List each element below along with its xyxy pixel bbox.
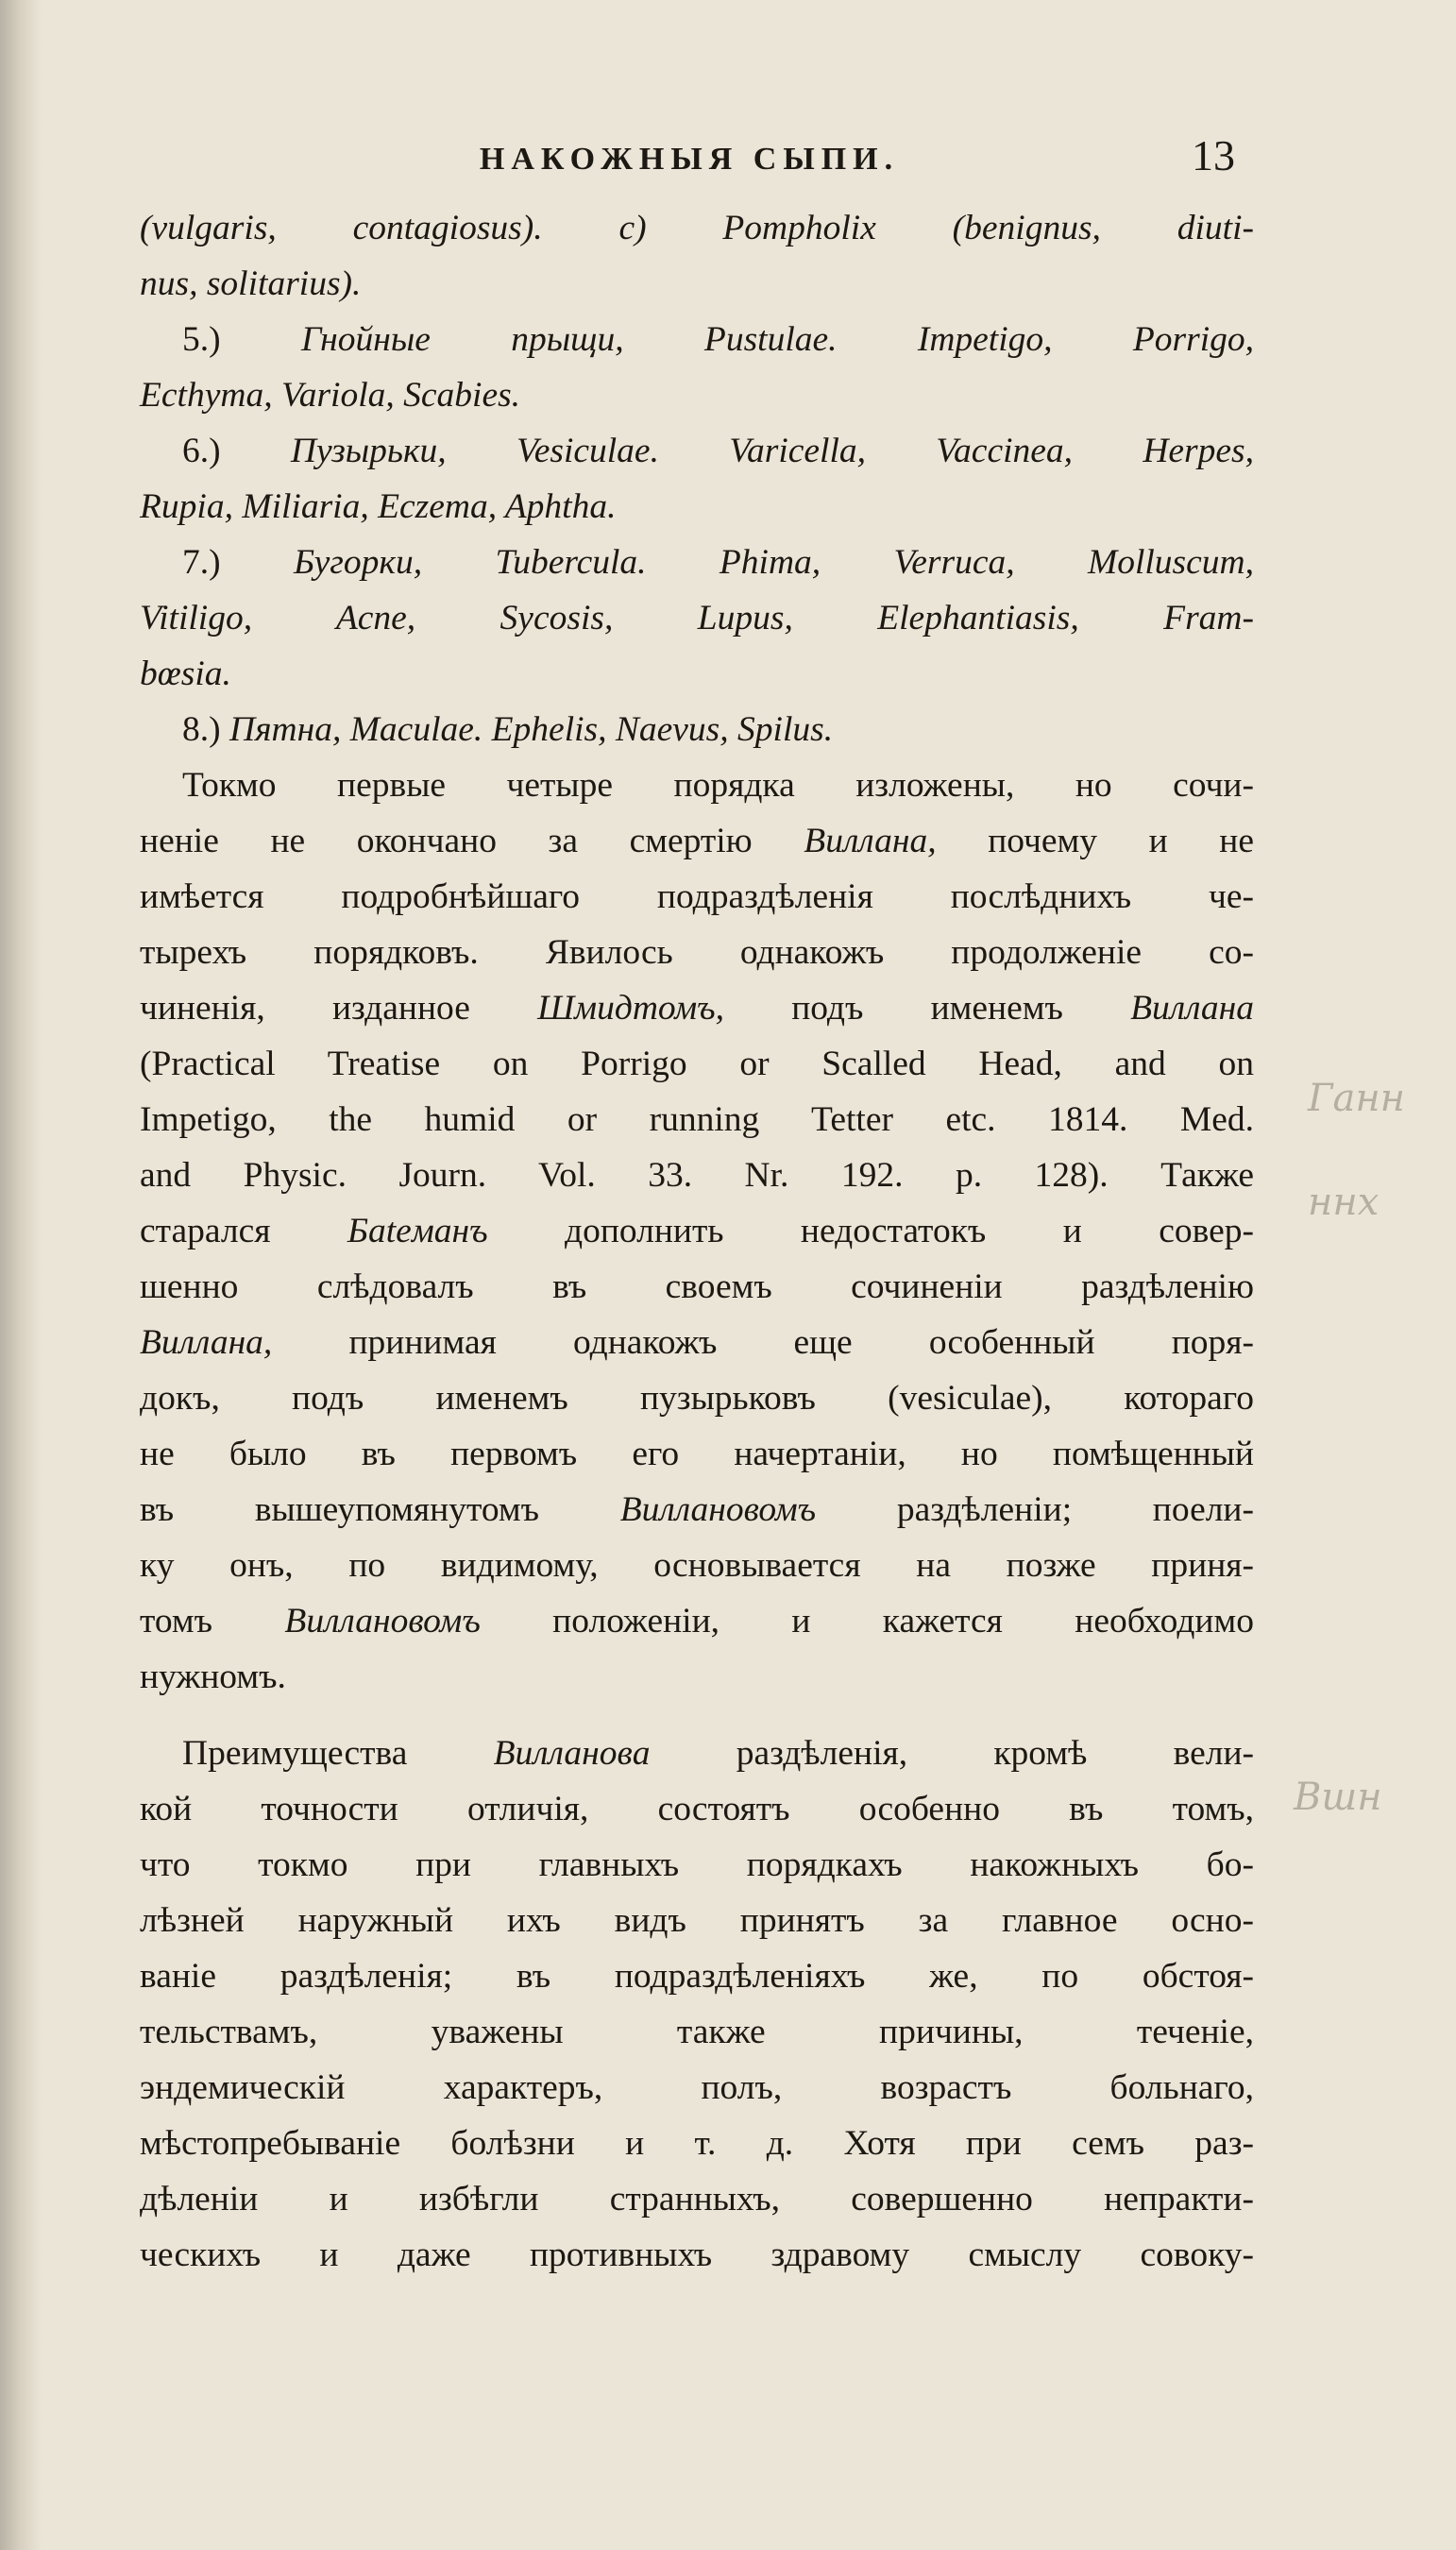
text-run: принимая однакожъ еще особенный поря- (272, 1323, 1254, 1362)
page-edge (0, 0, 42, 2550)
margin-note: ннх (1308, 1181, 1380, 1224)
text-line (140, 1781, 1254, 1837)
margin-note: Ганн (1308, 1077, 1406, 1120)
text-run: эндемическiй характеръ, полъ, возрастъ больнаго, (140, 2068, 1254, 2107)
text-run: ку онъ, по видимому, основывается на позже приня- (140, 1546, 1254, 1585)
text-run: подъ именемъ (724, 989, 1131, 1028)
page-number: 13 (1192, 131, 1235, 179)
text-run: тельствамъ, уважены также причины, теченiе, (140, 2013, 1254, 2051)
text-run: раздѣленiи; поели- (816, 1490, 1254, 1529)
text-line (140, 1370, 1254, 1426)
text-line (140, 312, 1254, 367)
text-line (140, 1426, 1254, 1482)
text-run: дѣленiи и избѣгли странныхъ, совершенно непракти- (140, 2180, 1254, 2218)
text-run: and Physic. Journ. Vol. 33. Nr. 192. p. 128). Также (140, 1156, 1254, 1195)
text-line (140, 2004, 1254, 2060)
text-line (140, 479, 1254, 535)
text-run: 6.) (182, 432, 291, 470)
text-run: положенiи, и кажется необходимо (480, 1602, 1254, 1640)
text-line (140, 2060, 1254, 2116)
italic-run: Rupia, Miliaria, Eczema, Aphtha. (140, 487, 617, 526)
italic-run: Виллановомъ (284, 1602, 481, 1640)
text-run: раздѣленiя, кромѣ вели- (650, 1734, 1255, 1773)
text-line (140, 1259, 1254, 1315)
text-run: что токмо при главныхъ порядкахъ накожныхъ бо- (140, 1845, 1254, 1884)
text-run: Токмо первые четыре порядка изложены, но сочи- (182, 766, 1254, 805)
italic-run: Бугорки, Tubercula. Phima, Verruca, Molluscum, (293, 543, 1254, 582)
italic-run: Шмидтомъ, (537, 989, 724, 1028)
italic-run: Пузырьки, Vesiculae. Varicella, Vaccinea, Herpes, (290, 432, 1254, 470)
text-run: Преимущества (182, 1734, 494, 1773)
text-run: 7.) (182, 543, 294, 582)
text-run: 8.) (182, 710, 229, 749)
italic-run: Виллана, (140, 1323, 273, 1362)
italic-run: Ecthyma, Variola, Scabies. (140, 376, 521, 415)
text-line (140, 256, 1254, 312)
text-line (140, 1837, 1254, 1893)
text-line (140, 200, 1254, 256)
text-line (140, 1538, 1254, 1593)
italic-run: Vitiligo, Acne, Sycosis, Lupus, Elephantiasis, Fram- (140, 599, 1254, 638)
text-line (140, 1593, 1254, 1649)
text-line (140, 1148, 1254, 1203)
text-line (140, 367, 1254, 423)
italic-run: bœsia. (140, 654, 231, 693)
body-text (140, 200, 1254, 2283)
text-run: томъ (140, 1602, 285, 1640)
text-run: лѣзней наружный ихъ видъ принятъ за главное осно- (140, 1901, 1254, 1940)
text-run: (Practical Treatise on Porrigo or Scalled Head, and on (140, 1045, 1254, 1083)
text-run: ческихъ и даже противныхъ здравому смыслу совоку- (140, 2236, 1254, 2274)
italic-run: Пятна, Maculae. Ephelis, Naevus, Spilus. (229, 710, 834, 749)
text-run: кой точности отличiя, состоятъ особенно въ томъ, (140, 1790, 1254, 1828)
text-line (140, 2227, 1254, 2283)
text-run: чиненiя, изданное (140, 989, 538, 1028)
italic-run: (vulgaris, contagiosus). c) Pompholix (benignus, diuti- (140, 209, 1254, 247)
italic-run: Гнойные прыщи, Pustulae. Impetigo, Porrigo, (300, 320, 1254, 359)
text-run: почему и не (936, 822, 1254, 860)
text-line (140, 646, 1254, 702)
text-run: дополнить недостатокъ и совер- (487, 1212, 1254, 1250)
text-line (140, 925, 1254, 980)
text-run: не было въ первомъ его начертанiи, но помѣщенный (140, 1435, 1254, 1473)
running-head: НАКОЖНЫЯ СЫПИ. (479, 142, 900, 177)
text-run: ненiе не окончано за смертiю (140, 822, 804, 860)
text-run: нужномъ. (140, 1658, 286, 1696)
text-line (140, 1948, 1254, 2004)
text-run: докъ, подъ именемъ пузырьковъ (vesiculae), котораго (140, 1379, 1254, 1418)
text-run: въ вышеупомянутомъ (140, 1490, 620, 1529)
text-line (140, 980, 1254, 1036)
text-line (140, 1726, 1254, 1781)
text-run: тырехъ порядковъ. Явилось однакожъ продолженiе со- (140, 933, 1254, 972)
text-line (140, 590, 1254, 646)
text-run: ванiе раздѣленiя; въ подраздѣленiяхъ же, по обстоя- (140, 1957, 1254, 1996)
italic-run: nus, solitarius). (140, 264, 362, 303)
text-line (140, 1482, 1254, 1538)
text-line (140, 2116, 1254, 2171)
text-line (140, 813, 1254, 869)
text-line (140, 869, 1254, 925)
text-line (140, 535, 1254, 590)
text-line (140, 757, 1254, 813)
text-line (140, 1036, 1254, 1092)
italic-run: Виллановa (493, 1734, 651, 1773)
margin-note: Вшн (1294, 1776, 1382, 1819)
text-line (140, 1893, 1254, 1948)
italic-run: Виллана (1130, 989, 1254, 1028)
text-run: шенно слѣдовалъ въ своемъ сочиненiи раздѣленiю (140, 1267, 1254, 1306)
text-line (140, 1203, 1254, 1259)
text-line (140, 702, 1254, 757)
text-run: 5.) (182, 320, 301, 359)
text-line (140, 1315, 1254, 1370)
text-line (140, 423, 1254, 479)
text-run: имѣется подробнѣйшаго подраздѣленiя послѣднихъ че- (140, 877, 1254, 916)
italic-run: Виллана, (804, 822, 937, 860)
italic-run: Бateманъ (347, 1212, 488, 1250)
text-run: Impetigo, the humid or running Tetter etc. 1814. Med. (140, 1100, 1254, 1139)
text-run: мѣстопребыванiе болѣзни и т. д. Хотя при семъ раз- (140, 2124, 1254, 2163)
text-run: старался (140, 1212, 347, 1250)
text-line (140, 2171, 1254, 2227)
text-line (140, 1092, 1254, 1148)
italic-run: Виллановомъ (619, 1490, 817, 1529)
text-line (140, 1649, 1254, 1705)
